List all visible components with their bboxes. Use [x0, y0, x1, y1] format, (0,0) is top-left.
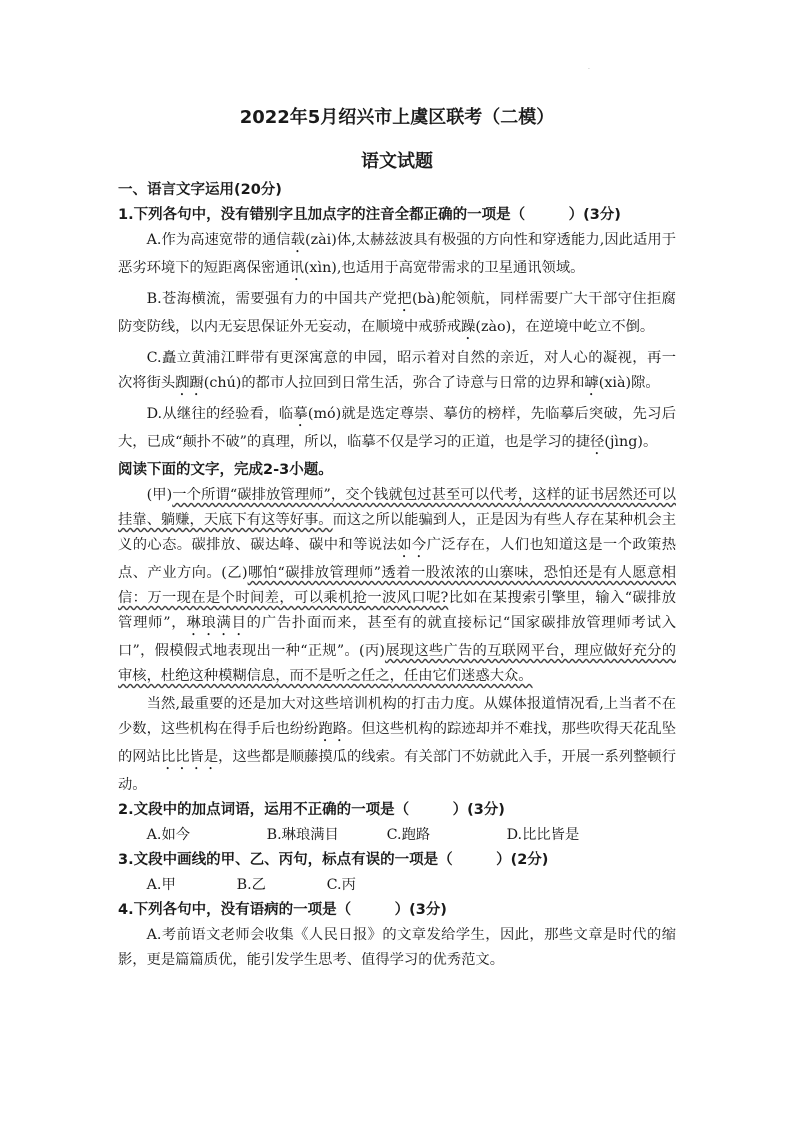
- passage-text: 而这之所以能骗到人，正是因为有些人存在某种机会主义的心态。碳排放、碳达峰、碳中和等说法: [118, 512, 677, 553]
- passage-text: ，这些都是顺藤摸瓜的线索。有关部门不妨就此入手，开展一系列整顿行动。: [118, 749, 677, 793]
- question-2-stem: 2.文段中的加点词语，运用不正确的一项是（ ）(3分): [118, 802, 505, 818]
- exam-subtitle: 语文试题: [361, 151, 433, 172]
- option-text: A.作为高速宽带的通信: [146, 232, 291, 248]
- option-text: D.从继往的经验看，临: [146, 406, 294, 422]
- question-4-stem: 4.下列各句中，没有语病的一项是（ ）(3分): [118, 902, 447, 918]
- corner-mark: ·: [588, 66, 590, 73]
- question-3-option-c: C.丙: [326, 877, 356, 893]
- question-3-option-b: B.乙: [236, 877, 266, 893]
- question-2-option-b: B.琳琅满目: [266, 827, 339, 843]
- question-2-options: [118, 823, 676, 848]
- dotted-char: 摹: [293, 406, 308, 422]
- passage-text: 比如在某搜索引擎里，输入“碳排放管理师”，: [118, 590, 676, 631]
- dotted-char: 罅: [584, 375, 599, 391]
- passage-text: 广泛存在，人们也知道这是一个政策热点、产业方向。: [118, 537, 677, 581]
- question-1-option-d: [118, 402, 676, 458]
- question-3-option-a: A.甲: [146, 877, 176, 893]
- passage-text: 当然,最重要的还是加大对这些培训机构的打击力度。从媒体报道情况看,上当者不在少数，这些机构在得手后也纷纷: [118, 696, 676, 737]
- dotted-word-linlang: 琳琅满目: [186, 615, 247, 631]
- option-text: C.矗立黄浦江畔带有更深寓意的申园，昭示着对自然的亲近，对人心的凝视，再一次将街头: [118, 350, 676, 391]
- sentence-jia: 一个所谓“碳排放管理师”，交个钱就包过甚至可以代考，这样的证书居然还可以挂靠、躺赚，天底下有这等好事。: [118, 487, 676, 528]
- option-text: (zài)体,太赫兹波具有极强的方向性和穿透能力,因此适用于恶劣环境下的短距离保密通: [118, 232, 677, 276]
- passage-text: 的广告扑面而来，甚至有的就直接标记“国家碳排放管理师考试入口”，假模假式地表现出一种“正规”。: [118, 615, 676, 659]
- option-text: (bà)舵领航，同样需要广大干部守住拒腐防变防线，以内无妄思保证外无妄动，在顺境中戒骄戒: [118, 291, 676, 335]
- sentence-jia-marker: (甲): [146, 487, 173, 503]
- dotted-char: 载: [290, 232, 306, 248]
- sentence-yi-marker: (乙): [221, 565, 248, 581]
- section-heading: 一、语言文字运用(20分): [118, 182, 282, 198]
- dotted-word-paolu: 跑路: [318, 721, 347, 737]
- option-text: (xìn),也适用于高宽带需求的卫星通讯领域。: [303, 260, 585, 276]
- option-text: (xià)隙。: [598, 375, 660, 391]
- passage-paragraph-1: [118, 483, 676, 689]
- passage-paragraph-2: [118, 692, 676, 798]
- sentence-bing-marker: (丙): [358, 643, 385, 659]
- dotted-word-rujin: 如今: [397, 537, 427, 553]
- sentence-bing: 展现这些广告的互联网平台，理应做好充分的审核，杜绝这种模糊信息，而不是听之任之，任由它们迷惑大众。: [118, 643, 676, 684]
- dotted-char: 踟蹰: [175, 375, 204, 391]
- exam-content: [118, 178, 676, 973]
- passage-text: 。但这些机构的踪迹却并不难找，那些吹得天花乱坠的网站: [118, 721, 677, 765]
- dotted-char: 讯: [289, 260, 304, 276]
- dotted-word-bibi: 比比皆是: [160, 749, 219, 765]
- question-1-option-c: [118, 346, 676, 399]
- option-text: (mó)就是选定尊崇、摹仿的榜样，先临摹后突破，先习后大，已成“颠扑不破”的真理，所以，临摹不仅是学习的正道，也是学习的捷: [118, 406, 677, 450]
- question-2-option-a: A.如今: [146, 827, 191, 843]
- question-2-option-d: D.比比皆是: [506, 827, 580, 843]
- question-3-options: [118, 873, 676, 898]
- option-text: (jìng)。: [604, 434, 658, 450]
- question-4-option-a: A.考前语文老师会收集《人民日报》的文章发给学生，因此，那些文章是时代的缩影，更是篇篇质优，能引发学生思考、值得学习的优秀范文。: [118, 927, 676, 968]
- option-text: B.苍海横流，需要强有力的中国共产党: [146, 291, 398, 307]
- question-2-option-c: C.跑路: [386, 827, 431, 843]
- question-1-option-a: [118, 228, 676, 284]
- reading-instruction: 阅读下面的文字，完成2-3小题。: [118, 462, 333, 478]
- exam-title: 2022年5月绍兴市上虞区联考（二模）: [239, 107, 555, 128]
- dotted-char: 躁: [461, 319, 476, 335]
- option-text: (zào)，在逆境中屹立不倒。: [475, 319, 655, 335]
- sentence-yi: 哪怕“碳排放管理师”透着一股浓浓的山寨味，恐怕还是有人愿意相信：万一现在是个时间差，可以乘机抢一波风口呢?: [118, 565, 677, 606]
- option-text: (chú)的都市人拉回到日常生活，弥合了诗意与日常的边界和: [203, 375, 585, 391]
- dotted-char: 径: [590, 434, 605, 450]
- question-1-option-b: [118, 287, 676, 343]
- question-3-stem: 3.文段中画线的甲、乙、丙句，标点有误的一项是（ ）(2分): [118, 852, 549, 868]
- question-1-stem: 1.下列各句中，没有错别字且加点字的注音全都正确的一项是（ ）(3分): [118, 207, 621, 223]
- dotted-char: 把: [397, 291, 412, 307]
